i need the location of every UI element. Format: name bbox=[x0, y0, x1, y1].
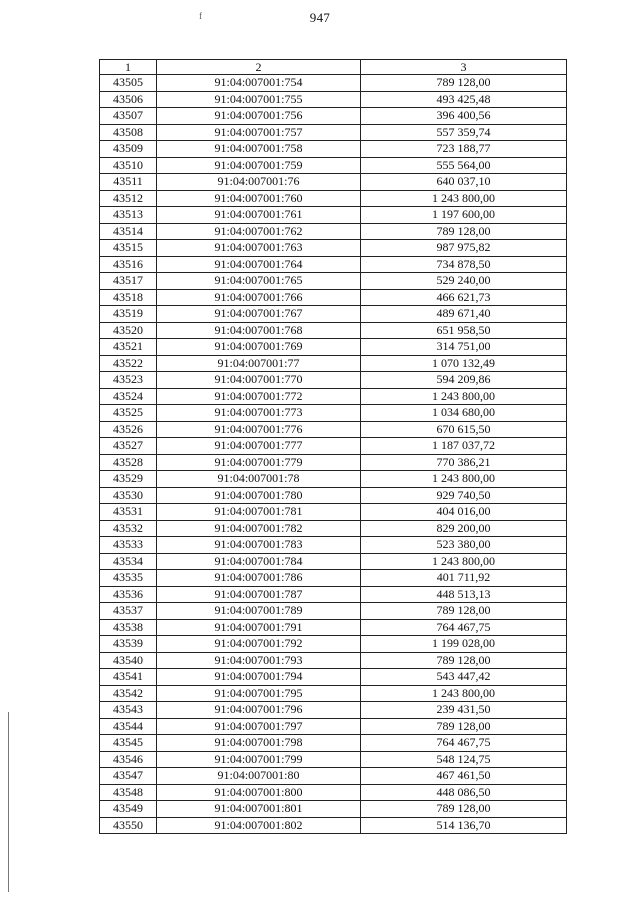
table-row bbox=[100, 751, 567, 768]
cadastral-number: 91:04:007001:776 bbox=[157, 421, 361, 438]
cadastral-value: 789 128,00 bbox=[361, 223, 567, 240]
scan-mark: f bbox=[199, 11, 202, 21]
margin-line bbox=[8, 712, 9, 892]
cadastral-value: 314 751,00 bbox=[361, 339, 567, 356]
cadastral-value: 594 209,86 bbox=[361, 372, 567, 389]
cadastral-number: 91:04:007001:798 bbox=[157, 735, 361, 752]
table-row bbox=[100, 339, 567, 356]
table-row bbox=[100, 553, 567, 570]
table-row bbox=[100, 784, 567, 801]
cadastral-number: 91:04:007001:800 bbox=[157, 784, 361, 801]
cadastral-value: 789 128,00 bbox=[361, 75, 567, 92]
cadastral-value: 734 878,50 bbox=[361, 256, 567, 273]
table-row bbox=[100, 273, 567, 290]
cadastral-number: 91:04:007001:789 bbox=[157, 603, 361, 620]
row-number: 43516 bbox=[100, 256, 157, 273]
table-row bbox=[100, 454, 567, 471]
cadastral-value: 239 431,50 bbox=[361, 702, 567, 719]
table-row bbox=[100, 685, 567, 702]
table-row bbox=[100, 817, 567, 834]
row-number: 43513 bbox=[100, 207, 157, 224]
cadastral-number: 91:04:007001:767 bbox=[157, 306, 361, 323]
row-number: 43535 bbox=[100, 570, 157, 587]
cadastral-value: 404 016,00 bbox=[361, 504, 567, 521]
cadastral-number: 91:04:007001:782 bbox=[157, 520, 361, 537]
cadastral-number: 91:04:007001:765 bbox=[157, 273, 361, 290]
table-row bbox=[100, 256, 567, 273]
cadastral-value: 543 447,42 bbox=[361, 669, 567, 686]
row-number: 43515 bbox=[100, 240, 157, 257]
row-number: 43506 bbox=[100, 91, 157, 108]
cadastral-value: 396 400,56 bbox=[361, 108, 567, 125]
table-row bbox=[100, 141, 567, 158]
cadastral-value: 555 564,00 bbox=[361, 157, 567, 174]
table-row bbox=[100, 603, 567, 620]
cadastral-value: 466 621,73 bbox=[361, 289, 567, 306]
row-number: 43531 bbox=[100, 504, 157, 521]
cadastral-value: 557 359,74 bbox=[361, 124, 567, 141]
cadastral-number: 91:04:007001:754 bbox=[157, 75, 361, 92]
cadastral-value: 448 086,50 bbox=[361, 784, 567, 801]
table-row bbox=[100, 289, 567, 306]
cadastral-value: 1 243 800,00 bbox=[361, 388, 567, 405]
table-row bbox=[100, 487, 567, 504]
row-number: 43527 bbox=[100, 438, 157, 455]
cadastral-number: 91:04:007001:764 bbox=[157, 256, 361, 273]
row-number: 43534 bbox=[100, 553, 157, 570]
cadastral-number: 91:04:007001:76 bbox=[157, 174, 361, 191]
row-number: 43505 bbox=[100, 75, 157, 92]
table-row bbox=[100, 718, 567, 735]
table-row bbox=[100, 322, 567, 339]
header-cell-number: 1 bbox=[100, 60, 157, 75]
table-row bbox=[100, 124, 567, 141]
table-row bbox=[100, 355, 567, 372]
table-row bbox=[100, 405, 567, 422]
cadastral-number: 91:04:007001:757 bbox=[157, 124, 361, 141]
table-row bbox=[100, 421, 567, 438]
cadastral-number: 91:04:007001:763 bbox=[157, 240, 361, 257]
table-row bbox=[100, 801, 567, 818]
header-cell-cadastral: 2 bbox=[157, 60, 361, 75]
cadastral-number: 91:04:007001:759 bbox=[157, 157, 361, 174]
row-number: 43523 bbox=[100, 372, 157, 389]
row-number: 43545 bbox=[100, 735, 157, 752]
row-number: 43546 bbox=[100, 751, 157, 768]
cadastral-number: 91:04:007001:773 bbox=[157, 405, 361, 422]
table-row bbox=[100, 240, 567, 257]
cadastral-value: 651 958,50 bbox=[361, 322, 567, 339]
cadastral-number: 91:04:007001:768 bbox=[157, 322, 361, 339]
cadastral-value: 764 467,75 bbox=[361, 735, 567, 752]
table-row bbox=[100, 207, 567, 224]
cadastral-value: 548 124,75 bbox=[361, 751, 567, 768]
row-number: 43543 bbox=[100, 702, 157, 719]
row-number: 43519 bbox=[100, 306, 157, 323]
cadastral-value: 723 188,77 bbox=[361, 141, 567, 158]
cadastral-number: 91:04:007001:781 bbox=[157, 504, 361, 521]
table-row bbox=[100, 438, 567, 455]
table-row bbox=[100, 471, 567, 488]
registry-table bbox=[99, 59, 567, 834]
row-number: 43530 bbox=[100, 487, 157, 504]
table-row bbox=[100, 306, 567, 323]
row-number: 43538 bbox=[100, 619, 157, 636]
table-row bbox=[100, 652, 567, 669]
cadastral-number: 91:04:007001:792 bbox=[157, 636, 361, 653]
table-row bbox=[100, 586, 567, 603]
cadastral-value: 493 425,48 bbox=[361, 91, 567, 108]
table-row bbox=[100, 636, 567, 653]
cadastral-value: 448 513,13 bbox=[361, 586, 567, 603]
row-number: 43537 bbox=[100, 603, 157, 620]
row-number: 43514 bbox=[100, 223, 157, 240]
cadastral-number: 91:04:007001:784 bbox=[157, 553, 361, 570]
cadastral-value: 529 240,00 bbox=[361, 273, 567, 290]
cadastral-value: 1 070 132,49 bbox=[361, 355, 567, 372]
row-number: 43548 bbox=[100, 784, 157, 801]
row-number: 43512 bbox=[100, 190, 157, 207]
cadastral-number: 91:04:007001:80 bbox=[157, 768, 361, 785]
table-row bbox=[100, 190, 567, 207]
table-header bbox=[100, 60, 567, 75]
row-number: 43526 bbox=[100, 421, 157, 438]
table-row bbox=[100, 157, 567, 174]
row-number: 43539 bbox=[100, 636, 157, 653]
header-row bbox=[100, 60, 567, 75]
cadastral-value: 929 740,50 bbox=[361, 487, 567, 504]
cadastral-value: 789 128,00 bbox=[361, 718, 567, 735]
table-row bbox=[100, 91, 567, 108]
table-row bbox=[100, 537, 567, 554]
cadastral-number: 91:04:007001:791 bbox=[157, 619, 361, 636]
cadastral-value: 514 136,70 bbox=[361, 817, 567, 834]
table-row bbox=[100, 735, 567, 752]
cadastral-value: 1 243 800,00 bbox=[361, 190, 567, 207]
row-number: 43521 bbox=[100, 339, 157, 356]
cadastral-number: 91:04:007001:755 bbox=[157, 91, 361, 108]
row-number: 43542 bbox=[100, 685, 157, 702]
row-number: 43507 bbox=[100, 108, 157, 125]
table-row bbox=[100, 372, 567, 389]
row-number: 43522 bbox=[100, 355, 157, 372]
cadastral-value: 670 615,50 bbox=[361, 421, 567, 438]
cadastral-value: 789 128,00 bbox=[361, 603, 567, 620]
cadastral-value: 1 243 800,00 bbox=[361, 553, 567, 570]
row-number: 43518 bbox=[100, 289, 157, 306]
row-number: 43550 bbox=[100, 817, 157, 834]
table-row bbox=[100, 570, 567, 587]
table-row bbox=[100, 768, 567, 785]
cadastral-number: 91:04:007001:779 bbox=[157, 454, 361, 471]
row-number: 43547 bbox=[100, 768, 157, 785]
table-row bbox=[100, 702, 567, 719]
row-number: 43508 bbox=[100, 124, 157, 141]
cadastral-value: 523 380,00 bbox=[361, 537, 567, 554]
cadastral-value: 1 197 600,00 bbox=[361, 207, 567, 224]
cadastral-number: 91:04:007001:783 bbox=[157, 537, 361, 554]
cadastral-number: 91:04:007001:794 bbox=[157, 669, 361, 686]
table-row bbox=[100, 108, 567, 125]
row-number: 43529 bbox=[100, 471, 157, 488]
cadastral-number: 91:04:007001:795 bbox=[157, 685, 361, 702]
cadastral-number: 91:04:007001:769 bbox=[157, 339, 361, 356]
cadastral-value: 789 128,00 bbox=[361, 801, 567, 818]
row-number: 43517 bbox=[100, 273, 157, 290]
row-number: 43510 bbox=[100, 157, 157, 174]
cadastral-value: 1 243 800,00 bbox=[361, 471, 567, 488]
cadastral-value: 401 711,92 bbox=[361, 570, 567, 587]
row-number: 43533 bbox=[100, 537, 157, 554]
cadastral-number: 91:04:007001:802 bbox=[157, 817, 361, 834]
cadastral-value: 1 187 037,72 bbox=[361, 438, 567, 455]
row-number: 43524 bbox=[100, 388, 157, 405]
cadastral-value: 1 034 680,00 bbox=[361, 405, 567, 422]
table-row bbox=[100, 619, 567, 636]
cadastral-number: 91:04:007001:772 bbox=[157, 388, 361, 405]
row-number: 43520 bbox=[100, 322, 157, 339]
table-row bbox=[100, 520, 567, 537]
cadastral-value: 789 128,00 bbox=[361, 652, 567, 669]
cadastral-value: 987 975,82 bbox=[361, 240, 567, 257]
table-row bbox=[100, 223, 567, 240]
table-row bbox=[100, 388, 567, 405]
row-number: 43525 bbox=[100, 405, 157, 422]
cadastral-value: 640 037,10 bbox=[361, 174, 567, 191]
cadastral-value: 467 461,50 bbox=[361, 768, 567, 785]
row-number: 43509 bbox=[100, 141, 157, 158]
row-number: 43536 bbox=[100, 586, 157, 603]
row-number: 43511 bbox=[100, 174, 157, 191]
cadastral-number: 91:04:007001:77 bbox=[157, 355, 361, 372]
row-number: 43532 bbox=[100, 520, 157, 537]
cadastral-value: 770 386,21 bbox=[361, 454, 567, 471]
cadastral-number: 91:04:007001:78 bbox=[157, 471, 361, 488]
cadastral-number: 91:04:007001:770 bbox=[157, 372, 361, 389]
row-number: 43541 bbox=[100, 669, 157, 686]
cadastral-number: 91:04:007001:766 bbox=[157, 289, 361, 306]
cadastral-number: 91:04:007001:760 bbox=[157, 190, 361, 207]
cadastral-value: 829 200,00 bbox=[361, 520, 567, 537]
cadastral-value: 1 199 028,00 bbox=[361, 636, 567, 653]
table-body bbox=[100, 75, 567, 834]
cadastral-value: 489 671,40 bbox=[361, 306, 567, 323]
page-number: 947 bbox=[309, 10, 331, 25]
table-row bbox=[100, 504, 567, 521]
cadastral-number: 91:04:007001:761 bbox=[157, 207, 361, 224]
cadastral-value: 1 243 800,00 bbox=[361, 685, 567, 702]
cadastral-number: 91:04:007001:762 bbox=[157, 223, 361, 240]
cadastral-number: 91:04:007001:793 bbox=[157, 652, 361, 669]
cadastral-number: 91:04:007001:801 bbox=[157, 801, 361, 818]
table-row bbox=[100, 75, 567, 92]
cadastral-number: 91:04:007001:796 bbox=[157, 702, 361, 719]
cadastral-number: 91:04:007001:797 bbox=[157, 718, 361, 735]
cadastral-number: 91:04:007001:777 bbox=[157, 438, 361, 455]
cadastral-number: 91:04:007001:756 bbox=[157, 108, 361, 125]
cadastral-number: 91:04:007001:758 bbox=[157, 141, 361, 158]
table-row bbox=[100, 174, 567, 191]
row-number: 43549 bbox=[100, 801, 157, 818]
cadastral-value: 764 467,75 bbox=[361, 619, 567, 636]
cadastral-number: 91:04:007001:786 bbox=[157, 570, 361, 587]
cadastral-number: 91:04:007001:787 bbox=[157, 586, 361, 603]
row-number: 43528 bbox=[100, 454, 157, 471]
header-cell-value: 3 bbox=[361, 60, 567, 75]
row-number: 43544 bbox=[100, 718, 157, 735]
table-row bbox=[100, 669, 567, 686]
cadastral-number: 91:04:007001:799 bbox=[157, 751, 361, 768]
row-number: 43540 bbox=[100, 652, 157, 669]
cadastral-number: 91:04:007001:780 bbox=[157, 487, 361, 504]
